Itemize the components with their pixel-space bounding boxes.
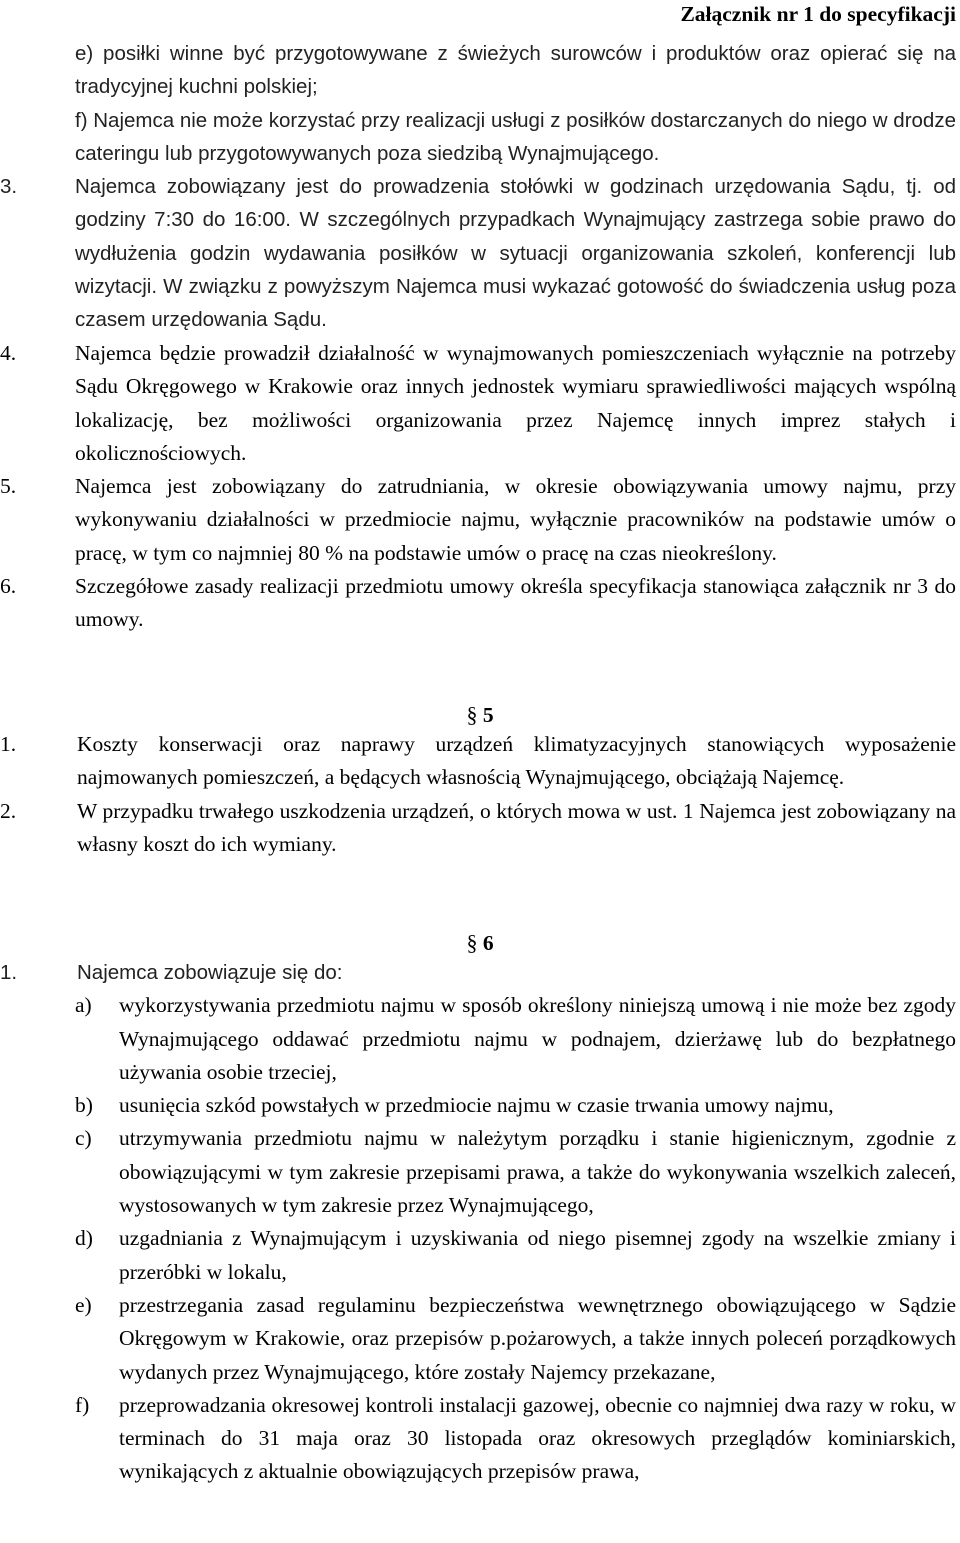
- list-item: [75, 1122, 956, 1222]
- item-text: usunięcia szkód powstałych w przedmiocie najmu w czasie trwania umowy najmu,: [119, 1093, 834, 1118]
- list-item: [0, 570, 956, 637]
- item-number: 1.: [0, 961, 18, 984]
- item-letter: d): [75, 1226, 93, 1251]
- item-number: 2.: [0, 798, 17, 823]
- list-item: [75, 1389, 956, 1489]
- continuation-block: [75, 37, 956, 170]
- item-letter: e): [75, 1292, 92, 1317]
- item-number: 6.: [0, 574, 17, 599]
- item-text: Najemca będzie prowadził działalność w wynajmowanych pomieszczeniach wyłącznie na potrzeby Sądu Okręgowego w Krakowie oraz innych jednostek wymiaru sprawiedliwości mających wspólną lokalizację, bez możliwości organizowania przez Najemcę innych imprez stałych i okolicznościowych.: [75, 341, 956, 465]
- item-text: W przypadku trwałego uszkodzenia urządzeń, o których mowa w ust. 1 Najemca jest zobowiązany na własny koszt do ich wymiany.: [77, 798, 956, 856]
- item-number: 4.: [0, 341, 17, 365]
- list-item: [0, 728, 956, 795]
- item-text: przeprowadzania okresowej kontroli instalacji gazowej, obecnie co najmniej dwa razy w roku, w terminach do 31 maja oraz 30 listopada oraz okresowych przeglądów kominiarskich, wynikających z aktualnie obowiązujących przepisów prawa,: [119, 1392, 956, 1484]
- item-text: Najemca jest zobowiązany do zatrudniania, w okresie obowiązywania umowy najmu, przy wykonywaniu działalności w przedmiocie najmu, wyłącznie pracowników na podstawie umów o pracę, w tym co najmniej 80 % na podstawie umów o pracę na czas nieokreślony.: [75, 474, 956, 565]
- item-text: wykorzystywania przedmiotu najmu w sposób określony niniejszą umową i nie może bez zgody Wynajmującego oddawać przedmiotu najmu w podnajem, dzierżawę lub do bezpłatnego używania osobie trzeciej,: [119, 993, 956, 1084]
- section-number: 6: [482, 931, 494, 955]
- section-sign: §: [466, 702, 478, 727]
- item-letter: f): [75, 1392, 90, 1417]
- item-number: 3.: [0, 175, 18, 198]
- section6-block: [0, 956, 956, 1489]
- section-sign: §: [466, 930, 478, 955]
- item-letter: a): [75, 993, 92, 1018]
- list-item: [0, 170, 956, 336]
- item-text: Szczegółowe zasady realizacji przedmiotu umowy określa specyfikacja stanowiąca załącznik nr 3 do umowy.: [75, 574, 956, 632]
- list-item: [0, 795, 956, 862]
- section-6-heading: [0, 930, 960, 956]
- section-number: 5: [482, 703, 494, 727]
- list-item: [75, 1089, 956, 1122]
- item-text: uzgadniania z Wynajmującym i uzyskiwania od niego pisemnej zgody na wszelkie zmiany i przeróbki w lokalu,: [119, 1226, 956, 1284]
- section5-items: [0, 728, 956, 861]
- item-text: Najemca zobowiązuje się do:: [77, 961, 343, 984]
- list-item: [0, 470, 956, 570]
- item-text: Koszty konserwacji oraz naprawy urządzeń klimatyzacyjnych stanowiących wyposażenie najmowanych pomieszczeń, a będących własnością Wynajmującego, obciążają Najemcę.: [77, 732, 956, 790]
- list-item: [0, 337, 956, 470]
- section-5-heading: [0, 702, 960, 728]
- section4-items-serif: [0, 337, 956, 637]
- item-text: utrzymywania przedmiotu najmu w należytym porządku i stanie higienicznym, zgodnie z obowiązującymi w tym zakresie przepisami prawa, a także do wykonywania wszelkich zaleceń, wystosowanych w tym zakresie przez Wynajmującego,: [119, 1126, 956, 1218]
- section6-sublist: [0, 989, 956, 1488]
- point-f: f) Najemca nie może korzystać przy realizacji usługi z posiłków dostarczanych do niego w drodze cateringu lub przygotowywanych poza siedzibą Wynajmującego.: [75, 108, 956, 165]
- item-number: 1.: [0, 732, 17, 756]
- item-letter: c): [75, 1126, 92, 1151]
- list-item: [75, 989, 956, 1089]
- item-letter: b): [75, 1093, 93, 1118]
- list-item: [75, 1222, 956, 1289]
- item-text: Najemca zobowiązany jest do prowadzenia stołówki w godzinach urzędowania Sądu, tj. od godziny 7:30 do 16:00. W szczególnych przypadkach Wynajmujący zastrzega sobie prawo do wydłużenia godzin wydawania posiłków w sytuacji organizowania szkoleń, konferencji lub wizytacji. W związku z powyższym Najemca musi wykazać gotowość do świadczenia usług poza czasem urzędowania Sądu.: [75, 175, 956, 332]
- list-item: [75, 1289, 956, 1389]
- item-text: przestrzegania zasad regulaminu bezpieczeństwa wewnętrznego obowiązującego w Sądzie Okręgowym w Krakowie, oraz przepisów p.pożarowych, a także innych poleceń porządkowych wydanych przez Wynajmującego, które zostały Najemcy przekazane,: [119, 1292, 956, 1384]
- point-e: e) posiłki winne być przygotowywane z świeżych surowców i produktów oraz opierać się na tradycyjnej kuchni polskiej;: [75, 42, 956, 99]
- item-number: 5.: [0, 474, 17, 499]
- section6-intro: [0, 956, 956, 989]
- attachment-header: Załącznik nr 1 do specyfikacji: [680, 2, 956, 26]
- section4-items: [0, 170, 956, 336]
